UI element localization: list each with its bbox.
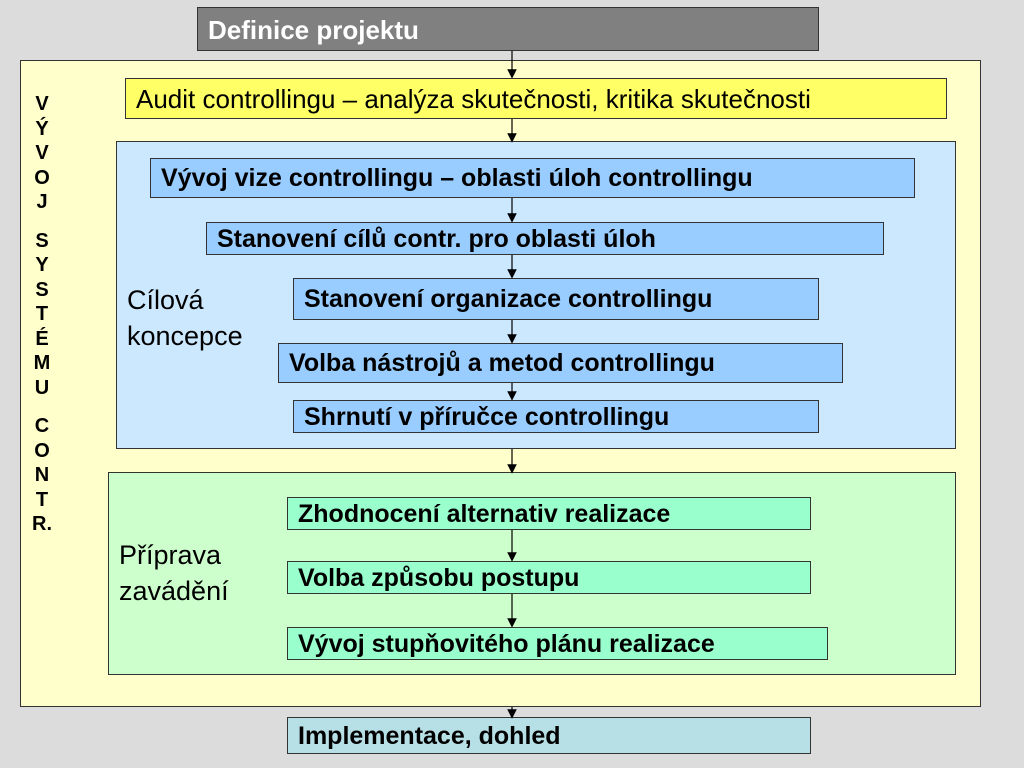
side-label-letter: Y: [35, 254, 49, 276]
side-label-letter: S: [35, 278, 49, 301]
side-label-letter: O: [34, 439, 50, 462]
step-audit: Audit controllingu – analýza skutečnosti, kritika skutečnosti: [125, 78, 947, 119]
side-label-letter: T: [35, 488, 49, 511]
side-label-letter: V: [35, 142, 49, 164]
side-label-letter: C: [34, 415, 50, 437]
side-label-letter: V: [35, 93, 49, 115]
side-label-letter: R.: [32, 513, 52, 535]
step-tools: Volba nástrojů a metod controllingu: [278, 343, 843, 383]
side-label-letter: É: [35, 327, 49, 350]
implementation-prep-label: Příprava zavádění: [119, 540, 229, 606]
step-implementation: Implementace, dohled: [287, 717, 811, 754]
step-handbook: Shrnutí v příručce controllingu: [293, 400, 819, 433]
step-stepwise-plan: Vývoj stupňovitého plánu realizace: [287, 627, 828, 660]
step-goals: Stanovení cílů contr. pro oblasti úloh: [206, 222, 884, 255]
side-label-letter: S: [35, 229, 49, 252]
step-organization: Stanovení organizace controllingu: [293, 278, 819, 320]
step-evaluate-alternatives: Zhodnocení alternativ realizace: [287, 497, 811, 530]
side-label-letter: U: [34, 376, 50, 399]
step-vision: Vývoj vize controllingu – oblasti úloh controllingu: [150, 158, 915, 198]
target-concept-label: Cílová koncepce: [127, 285, 243, 351]
project-definition-box: Definice projektu: [197, 7, 819, 51]
step-procedure: Volba způsobu postupu: [287, 561, 811, 594]
side-label-letter: O: [34, 166, 50, 189]
side-label-letter: Ý: [35, 117, 49, 140]
side-label-letter: M: [33, 352, 51, 374]
side-label-letter: N: [34, 464, 50, 486]
side-label-letter: J: [36, 191, 48, 213]
side-label-letter: T: [35, 303, 49, 325]
